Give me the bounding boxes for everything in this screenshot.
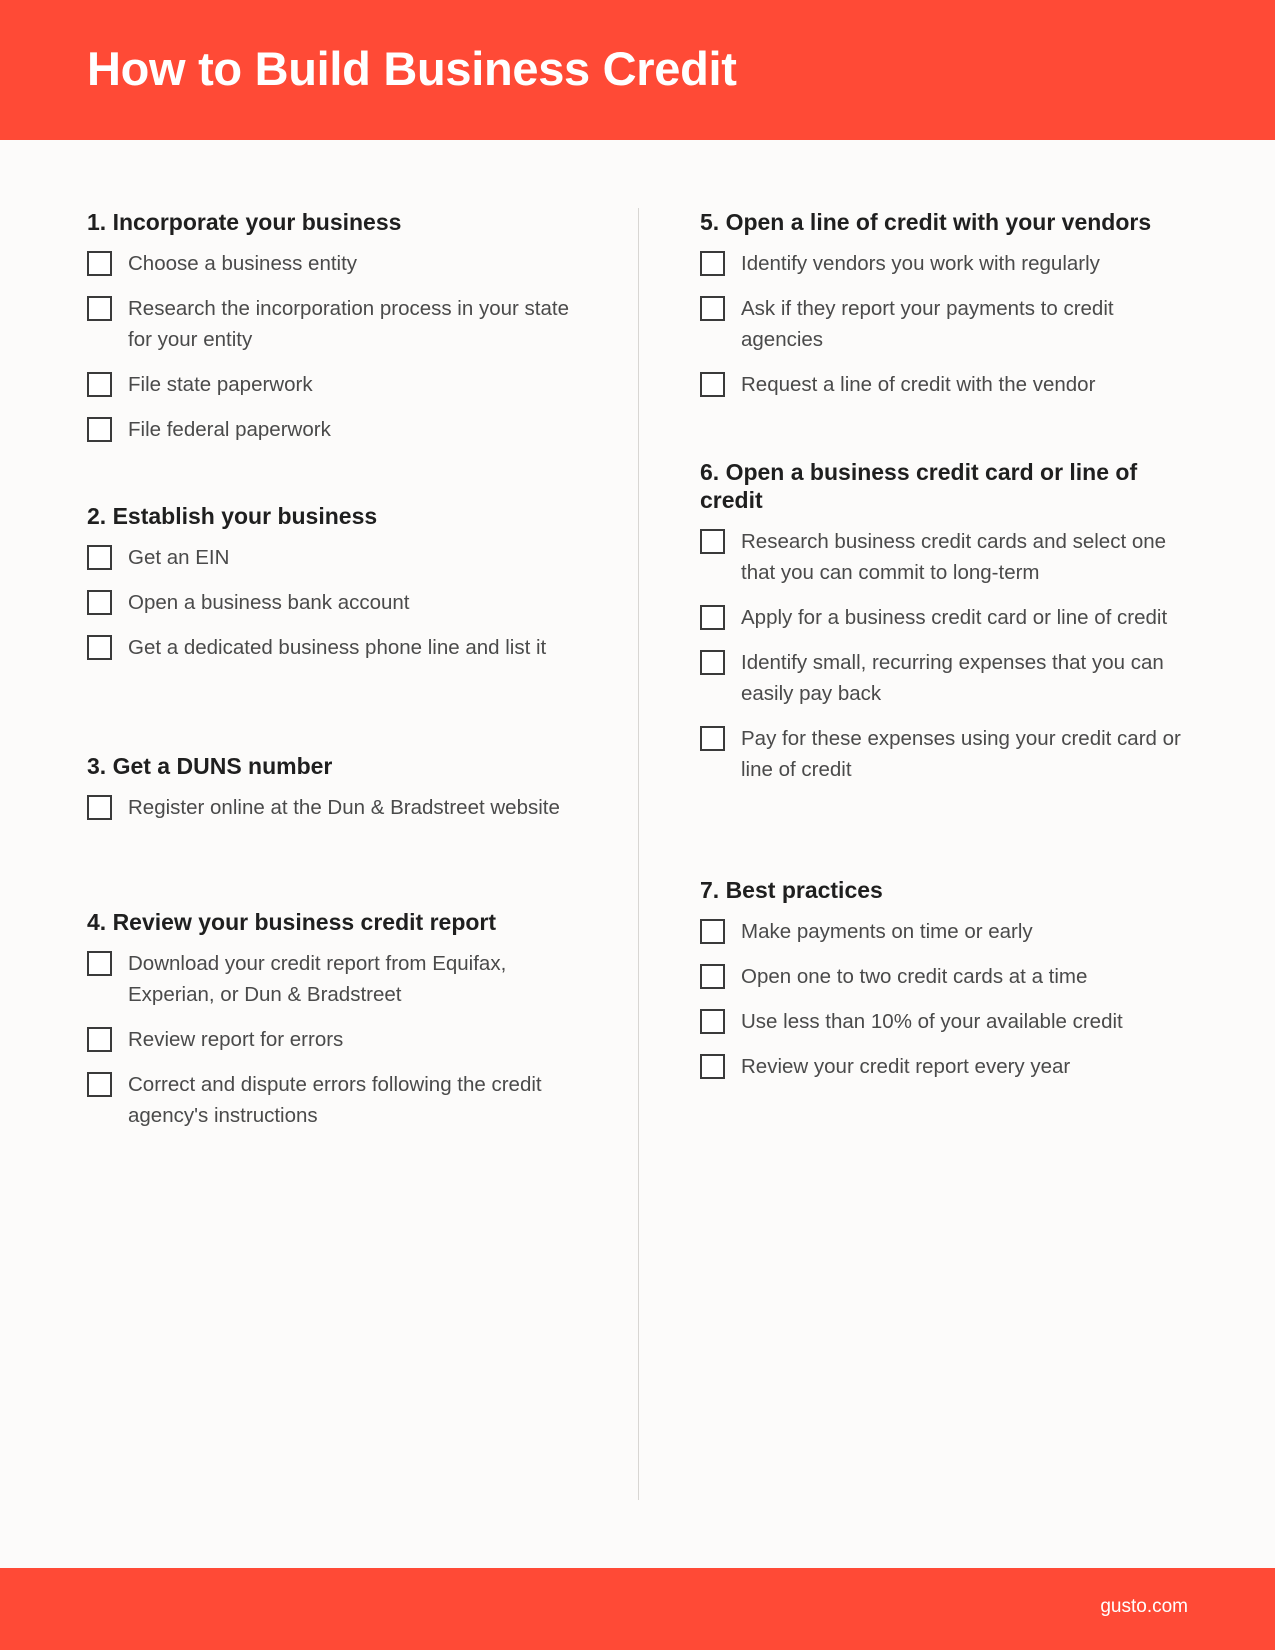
task-item (700, 248, 1200, 279)
section-heading: 5. Open a line of credit with your vendors (700, 209, 1152, 235)
section-review-report (87, 908, 577, 1145)
task-item (87, 293, 577, 355)
checkbox[interactable] (87, 296, 112, 321)
task-label: Review report for errors (128, 1028, 344, 1051)
section-credit-card (700, 458, 1200, 799)
checkbox[interactable] (700, 964, 725, 989)
header-band (0, 0, 1275, 140)
section-vendor-credit (700, 208, 1200, 414)
checkbox[interactable] (87, 417, 112, 442)
page-title: How to Build Business Credit (87, 42, 737, 95)
task-label: Research business credit cards and select one that you can commit to long-term (741, 530, 1167, 584)
task-item (87, 948, 577, 1010)
task-item (700, 916, 1200, 947)
checkbox[interactable] (700, 726, 725, 751)
section-heading: 6. Open a business credit card or line of credit (700, 459, 1138, 513)
task-label: Pay for these expenses using your credit card or line of credit (741, 727, 1181, 781)
task-list (700, 916, 1200, 1082)
task-item (700, 369, 1200, 400)
task-list (700, 248, 1200, 400)
checkbox[interactable] (87, 795, 112, 820)
checkbox[interactable] (87, 1072, 112, 1097)
footer-band (0, 1568, 1275, 1650)
checkbox[interactable] (700, 372, 725, 397)
checkbox[interactable] (87, 372, 112, 397)
footer-site-link[interactable]: gusto.com (1100, 1596, 1188, 1617)
task-item (700, 961, 1200, 992)
task-label: Make payments on time or early (741, 920, 1033, 943)
task-label: File state paperwork (128, 373, 313, 396)
task-label: Get a dedicated business phone line and list it (128, 636, 547, 659)
section-incorporate (87, 208, 577, 459)
checkbox[interactable] (87, 251, 112, 276)
section-establish (87, 502, 577, 677)
task-item (87, 792, 577, 823)
task-item (87, 542, 577, 573)
task-label: Open a business bank account (128, 591, 410, 614)
task-list (87, 948, 577, 1131)
task-item (87, 414, 577, 445)
task-label: Choose a business entity (128, 252, 358, 275)
section-heading: 3. Get a DUNS number (87, 753, 333, 779)
task-item (700, 602, 1200, 633)
checkbox[interactable] (87, 590, 112, 615)
task-list (87, 792, 577, 823)
checkbox[interactable] (700, 1009, 725, 1034)
checkbox[interactable] (700, 650, 725, 675)
task-label: Research the incorporation process in your state for your entity (128, 297, 569, 351)
task-label: Use less than 10% of your available credit (741, 1010, 1123, 1033)
column-divider (638, 208, 639, 1500)
task-label: Download your credit report from Equifax, Experian, or Dun & Bradstreet (128, 952, 507, 1006)
section-best-practices (700, 876, 1200, 1096)
checkbox[interactable] (700, 529, 725, 554)
section-duns (87, 752, 577, 837)
task-label: Open one to two credit cards at a time (741, 965, 1088, 988)
checkbox[interactable] (700, 296, 725, 321)
task-label: File federal paperwork (128, 418, 331, 441)
task-item (87, 587, 577, 618)
task-label: Identify small, recurring expenses that you can easily pay back (741, 651, 1164, 705)
task-label: Correct and dispute errors following the credit agency's instructions (128, 1073, 542, 1127)
task-item (87, 632, 577, 663)
section-heading: 1. Incorporate your business (87, 209, 402, 235)
checkbox[interactable] (700, 919, 725, 944)
task-item (700, 293, 1200, 355)
task-item (87, 369, 577, 400)
task-item (87, 1024, 577, 1055)
checkbox[interactable] (87, 951, 112, 976)
task-list (700, 526, 1200, 785)
task-list (87, 542, 577, 663)
task-label: Review your credit report every year (741, 1055, 1071, 1078)
checkbox[interactable] (87, 545, 112, 570)
section-heading: 2. Establish your business (87, 503, 378, 529)
task-item (700, 526, 1200, 588)
task-item (700, 1051, 1200, 1082)
task-label: Register online at the Dun & Bradstreet website (128, 796, 560, 819)
checkbox[interactable] (700, 605, 725, 630)
checkbox[interactable] (87, 1027, 112, 1052)
task-item (700, 1006, 1200, 1037)
task-label: Ask if they report your payments to credit agencies (741, 297, 1114, 351)
task-item (87, 248, 577, 279)
task-item (87, 1069, 577, 1131)
task-label: Request a line of credit with the vendor (741, 373, 1096, 396)
section-heading: 7. Best practices (700, 877, 883, 903)
checkbox[interactable] (87, 635, 112, 660)
task-list (87, 248, 577, 445)
task-item (700, 723, 1200, 785)
task-label: Apply for a business credit card or line of credit (741, 606, 1168, 629)
task-label: Get an EIN (128, 546, 230, 569)
checkbox[interactable] (700, 251, 725, 276)
task-label: Identify vendors you work with regularly (741, 252, 1100, 275)
task-item (700, 647, 1200, 709)
section-heading: 4. Review your business credit report (87, 909, 497, 935)
checkbox[interactable] (700, 1054, 725, 1079)
